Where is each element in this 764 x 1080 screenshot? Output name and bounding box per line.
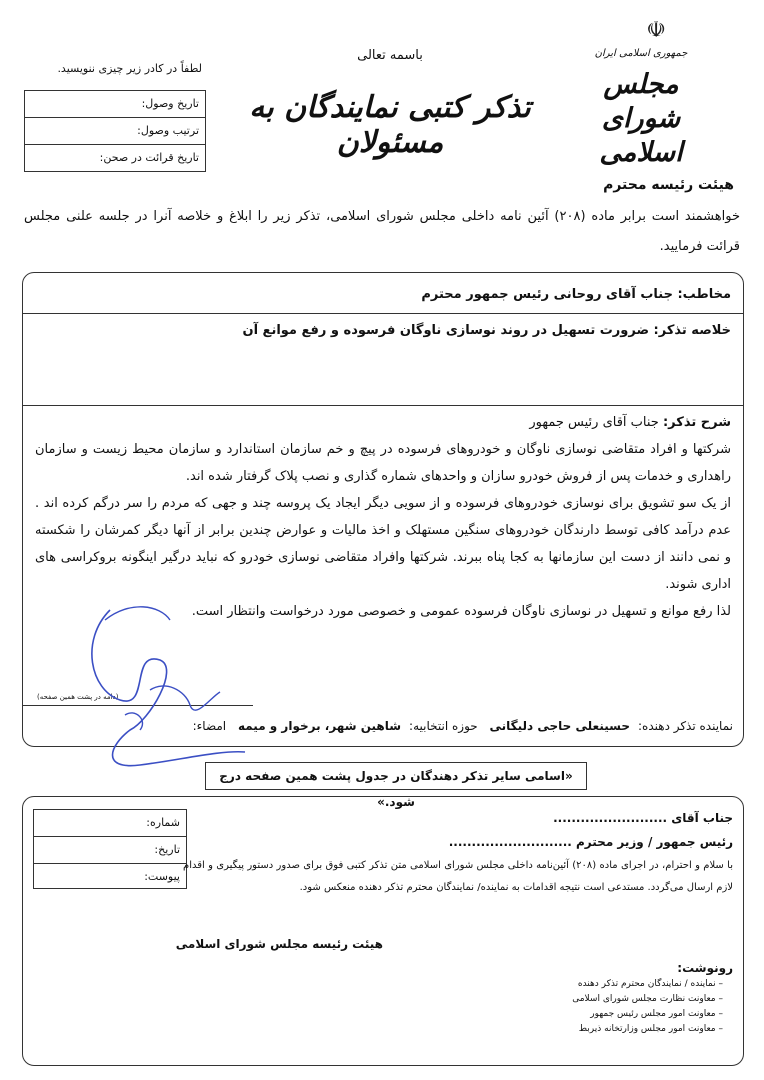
signature-label: امضاء: <box>192 719 227 733</box>
description-header <box>35 409 731 436</box>
divider <box>23 405 743 406</box>
iran-emblem-icon: ☫ <box>646 18 666 43</box>
letter-signer: هیئت رئیسه مجلس شورای اسلامی <box>175 937 383 951</box>
letter-body: با سلام و احترام، در اجرای ماده (۲۰۸) آئین‌نامه داخلی مجلس شورای اسلامی متن تذکر کتبی فوق برای صدور دستور پیگیری و اقدام لازم ارسال می‌گردد. مستدعی است نتیجه اقدامات به نماینده/ نمایندگان محترم تذکر دهنده منعکس شود. <box>183 860 733 893</box>
description-label: شرح تذکر: <box>662 415 731 430</box>
page-title: تذکر کتبی نمایندگان به مسئولان <box>249 90 531 160</box>
receipt-stamp-box <box>24 90 206 172</box>
emblem-subtitle: جمهوری اسلامی ایران <box>594 48 688 59</box>
forwarding-letter-box <box>22 796 744 1066</box>
intro-text: خواهشمند است برابر ماده (۲۰۸) آئین نامه داخلی مجلس شورای اسلامی، تذکر زیر را ابلاغ و خلاصه آنرا در جلسه علنی مجلس قرائت فرمایید. <box>24 209 741 254</box>
rep-label: نماینده تذکر دهنده: <box>637 719 733 733</box>
addressee-value: جناب آقای روحانی رئیس جمهور محترم <box>421 287 673 302</box>
summary-label: خلاصه تذکر: <box>653 323 731 338</box>
description-paragraph: لذا رفع موانع و تسهیل در نوسازی ناوگان فرسوده عمومی و خصوصی مورد درخواست وانتظار است. <box>191 604 731 619</box>
letter-recipient-title: رئیس جمهور / وزیر محترم ........................... <box>448 835 733 849</box>
handwritten-signature <box>70 580 260 780</box>
letter-date-row: تاریخ: <box>34 837 186 864</box>
addressee-row <box>35 287 731 302</box>
list-item: – معاونت نظارت مجلس شورای اسلامی <box>572 992 723 1007</box>
description-paragraph: از یک سو تشویق برای نوسازی خودروهای فرسوده و از سویی دیگر ایجاد یک پروسه چند و جهی که مردم را سر درگم کرده اند . عدم درآمد کافی توسط دارندگان خودروهای سنگین مستهلک و اخذ مالیات و عوارض چندین برابر از آنها دیگر کمرشان را شکسته و نمی دانند از دست این سازمانها به کجا پناه ببرند. شرکتها وافراد متقاضی نوسازی خودرو که نباید درگیر اینگونه بروکراسی های اداری شوند. <box>35 496 731 592</box>
letter-number-row: شماره: <box>34 810 186 837</box>
addressee-label: مخاطب: <box>677 287 731 302</box>
greeting: هیئت رئیسه محترم <box>603 177 734 193</box>
district-label: حوزه انتخابیه: <box>409 719 478 733</box>
receipt-date-row: تاریخ وصول: <box>25 91 205 118</box>
list-item: – معاونت امور مجلس رئیس جمهور <box>572 1007 723 1022</box>
list-item: – معاونت امور مجلس وزارتخانه ذیربط <box>572 1022 723 1037</box>
rep-name: حسینعلی حاجی دلیگانی <box>489 719 630 733</box>
summary-row <box>35 323 731 338</box>
continued-note: (دامه در پشت همین صفحه) <box>37 693 119 701</box>
cc-label: رونوشت: <box>677 961 733 975</box>
bismillah: باسمه تعالی <box>357 48 423 63</box>
other-reps-note: «اسامی سایر تذکر دهندگان در جدول پشت همین صفحه درج شود.» <box>205 762 587 790</box>
reading-date-row: تاریخ قرائت در صحن: <box>99 151 199 164</box>
description-salutation: جناب آقای رئیس جمهور <box>529 415 659 430</box>
summary-value: ضرورت تسهیل در روند نوسازی ناوگان فرسوده و رفع موانع آن <box>242 323 650 338</box>
letter-attachment-row: پیوست: <box>144 870 180 883</box>
emblem-title: مجلس شورای اسلامی <box>599 69 683 168</box>
receipt-order-row: ترتیب وصول: <box>25 118 205 145</box>
description-paragraph: شرکتها و افراد متقاضی نوسازی ناوگان و خودروهای فرسوده در پیچ و خم سازمان استاندارد و سازمان محیط زیست و سازمان راهداری و خدمات پس از فروش خودرو سازان و واحدهای شماره گذاری و نصب پلاک گرفتار شده اند. <box>35 442 731 484</box>
letter-recipient: جناب آقای ......................... <box>553 811 733 825</box>
district-value: شاهین شهر، برخوار و میمه <box>237 719 402 733</box>
list-item: – نماینده / نمایندگان محترم تذکر دهنده <box>572 977 723 992</box>
divider <box>23 313 743 314</box>
stamp-box-note: لطفاً در کادر زیر چیزی ننویسید. <box>57 62 202 75</box>
majlis-emblem <box>576 18 706 168</box>
cc-list <box>572 977 723 1037</box>
